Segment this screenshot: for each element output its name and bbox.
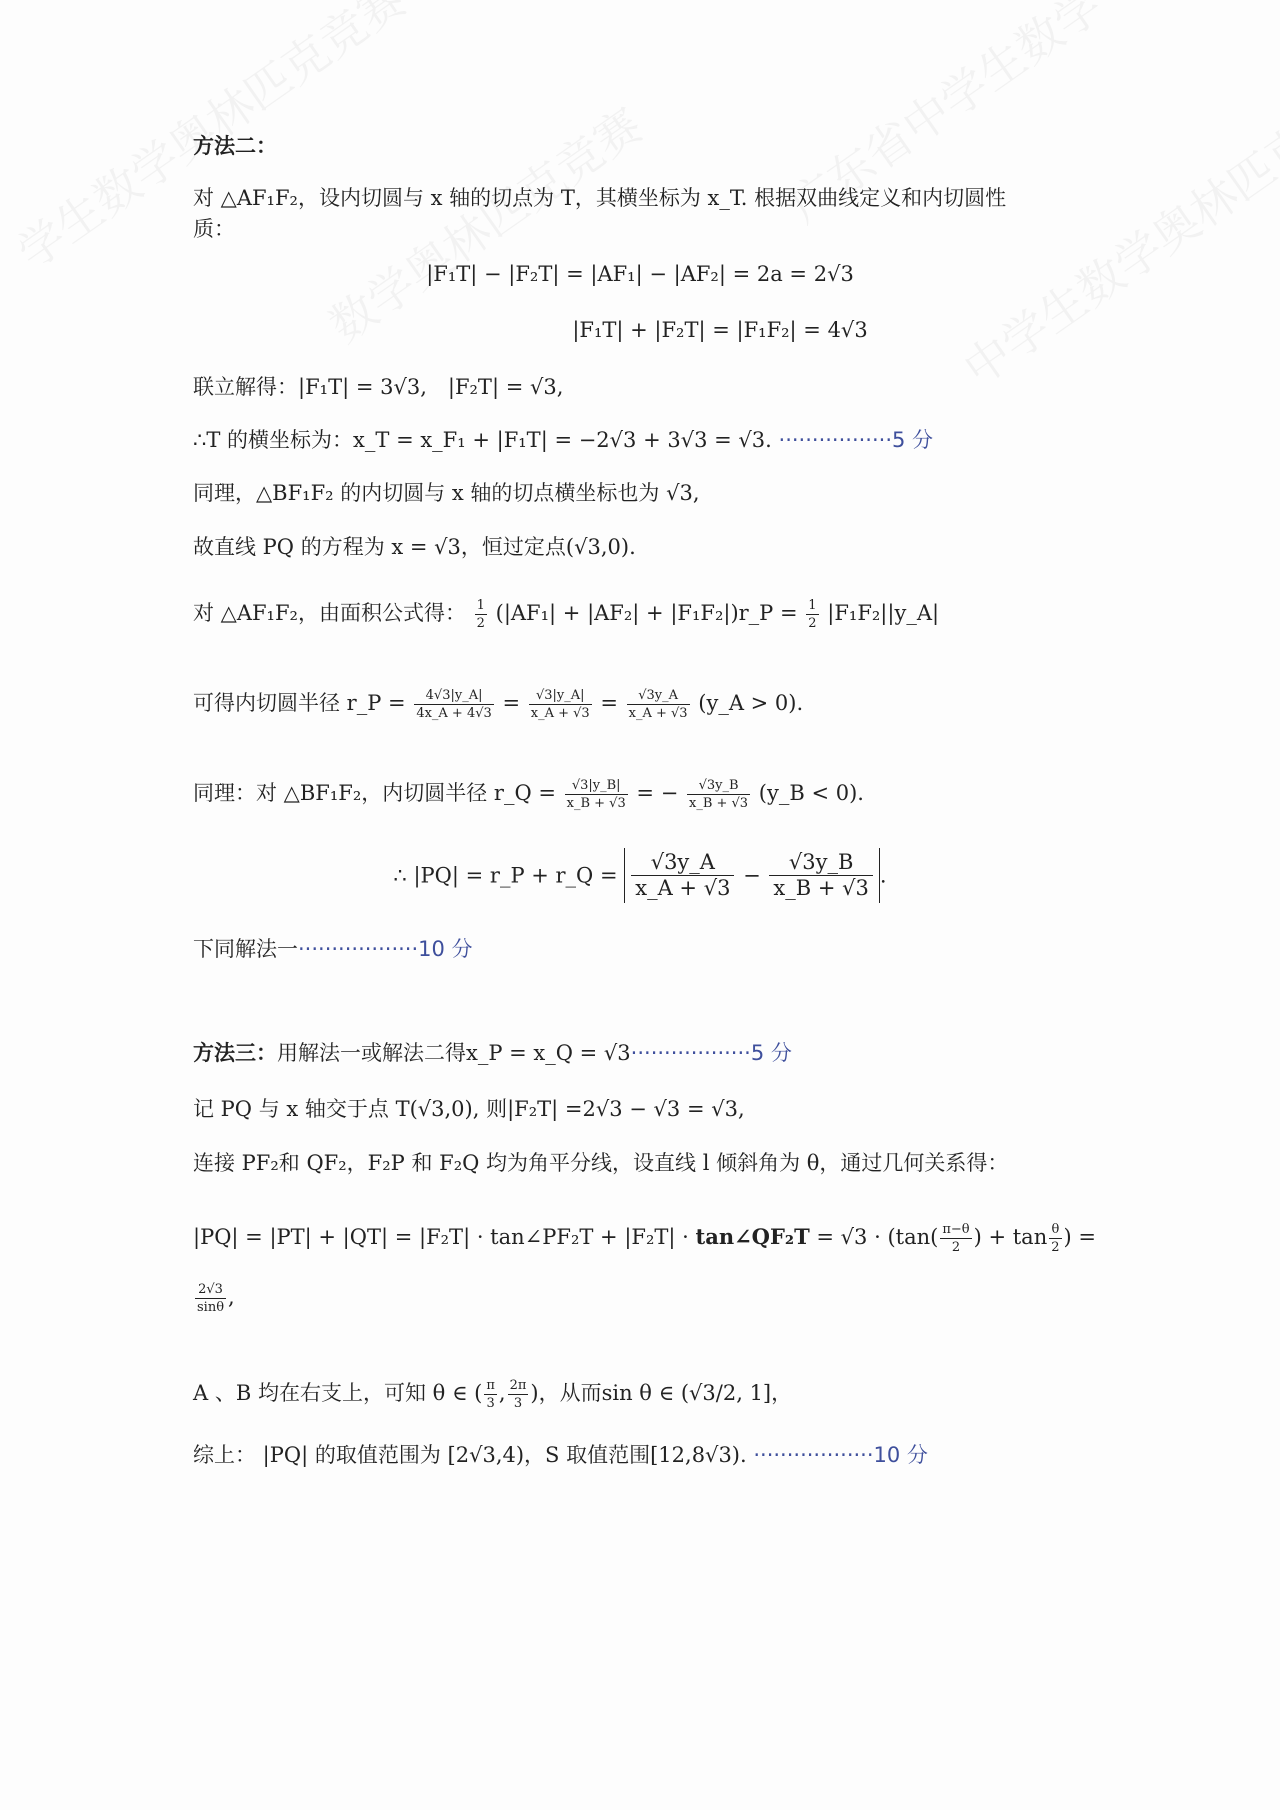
fraction: $\frac{2√3}{\sin\theta}$ — [197, 1282, 225, 1315]
tangent-point-x — [193, 425, 933, 455]
area-formula-a: (|AF₁| + |AF₂| + |F₁F₂|)r_P = — [495, 601, 798, 625]
fraction-half: $\frac{1}{2}$ — [476, 598, 485, 631]
score-5: ··················5 分 — [630, 1041, 792, 1065]
pq-length-expression: ∴ |PQ| = r_P + r_Q = $\frac{√3y\_A}{x\_A + √3}$ − $\frac{√3y\_B}{x\_B + √3}$ . — [0, 848, 1280, 903]
equation-sum: |F₁T| + |F₂T| = |F₁F₂| = 4√3 — [572, 318, 868, 342]
conclusion: 综上： |PQ| 的取值范围为 [2√3,4)，S 取值范围[12,8√3). ··················10 分 — [193, 1443, 928, 1467]
watermark — [949, 107, 1280, 399]
area-formula-b: |F₁F₂||y_A| — [827, 601, 940, 625]
solve-result: 联立解得：|F₁T| = 3√3, |F₂T| = √3, — [193, 375, 564, 399]
fraction: $\frac{4√3|y\_A|}{4x\_A + 4√3}$ — [416, 688, 492, 721]
method-two-intro: 对 △AF₁F₂，设内切圆与 x 轴的切点为 T，其横坐标为 x_T. 根据双曲线定义和内切圆性 — [193, 186, 1007, 210]
angle-bisector-statement: 连接 PF₂和 QF₂，F₂P 和 F₂Q 均为角平分线，设直线 l 倾斜角为 θ，通过几何关系得： — [193, 1151, 1009, 1175]
fraction: $\frac{√3y\_A}{x\_A + √3}$ — [628, 688, 688, 721]
incircle-radius-p: 可得内切圆半径 r_P = $\frac{4√3|y\_A|}{4x\_A + 4√3}$ = $\frac{√3|y\_A|}{x\_A + √3}$ = $\frac{√3y\_A}{x\_A + √3}$ (y_A > 0). — [193, 688, 804, 721]
area-formula-pre: 对 △AF₁F₂，由面积公式得： — [193, 601, 466, 625]
fraction: $\frac{\theta}{2}$ — [1051, 1222, 1060, 1255]
absolute-value: $\frac{√3y\_A}{x\_A + √3}$ − $\frac{√3y\_B}{x\_B + √3}$ — [624, 848, 880, 903]
equation-difference: |F₁T| − |F₂T| = |AF₁| − |AF₂| = 2a = 2√3 — [426, 262, 854, 286]
tangent-point-x-text: ∴T 的横坐标为：x_T = x_F₁ + |F₁T| = −2√3 + 3√3 = √3. — [193, 428, 772, 452]
fraction: $\frac{√3y\_B}{x\_B + √3}$ — [688, 778, 749, 811]
fraction: $\frac{√3|y\_A|}{x\_A + √3}$ — [530, 688, 590, 721]
fraction: $\frac{\pi}{3}$ — [486, 1378, 495, 1411]
same-reason-b: 同理，△BF₁F₂ 的内切圆与 x 轴的切点横坐标也为 √3, — [193, 481, 700, 505]
intersection-point-t: 记 PQ 与 x 轴交于点 T(√3,0), 则|F₂T| =2√3 − √3 = √3, — [193, 1097, 745, 1121]
score-10: ··················10 分 — [753, 1443, 928, 1467]
watermark — [314, 90, 653, 355]
fraction-half: $\frac{1}{2}$ — [808, 598, 817, 631]
score-5: ·················5 分 — [778, 428, 934, 452]
fraction: $\frac{√3|y\_B|}{x\_B + √3}$ — [566, 778, 626, 811]
method-two-intro-cont: 质： — [193, 217, 235, 241]
theta-range: A 、B 均在右支上，可知 θ ∈ ( $\frac{\pi}{3}$ , $\frac{2\pi}{3}$ )，从而sin θ ∈ (√3/2, 1]， — [193, 1378, 793, 1411]
line-pq-equation: 故直线 PQ 的方程为 x = √3，恒过定点(√3,0). — [193, 535, 636, 559]
fraction: $\frac{2\pi}{3}$ — [509, 1378, 527, 1411]
score-10: ··················10 分 — [298, 937, 473, 961]
pq-tan-expression: |PQ| = |PT| + |QT| = |F₂T| · tan∠PF₂T + |F₂T| · tan∠QF₂T = √3 · (tan( $\frac{\pi-\theta}{2}$ ) + tan $\frac{\theta}{2}$ ) = — [193, 1222, 1096, 1255]
method-three-title: 方法三： — [193, 1040, 277, 1065]
incircle-radius-q: 同理：对 △BF₁F₂，内切圆半径 r_Q = $\frac{√3|y\_B|}{x\_B + √3}$ = − $\frac{√3y\_B}{x\_B + √3}$ (y_B < 0). — [193, 778, 864, 811]
fraction: $\frac{\pi-\theta}{2}$ — [942, 1222, 970, 1255]
method-two-title: 方法二： — [193, 133, 277, 158]
pq-result-fraction: $\frac{2√3}{\sin\theta}$ , — [197, 1282, 235, 1315]
method-three-first: 方法三：用解法一或解法二得x_P = x_Q = √3··················5 分 — [193, 1040, 792, 1065]
area-formula — [193, 598, 939, 630]
same-as-method-one: 下同解法一··················10 分 — [193, 937, 473, 961]
